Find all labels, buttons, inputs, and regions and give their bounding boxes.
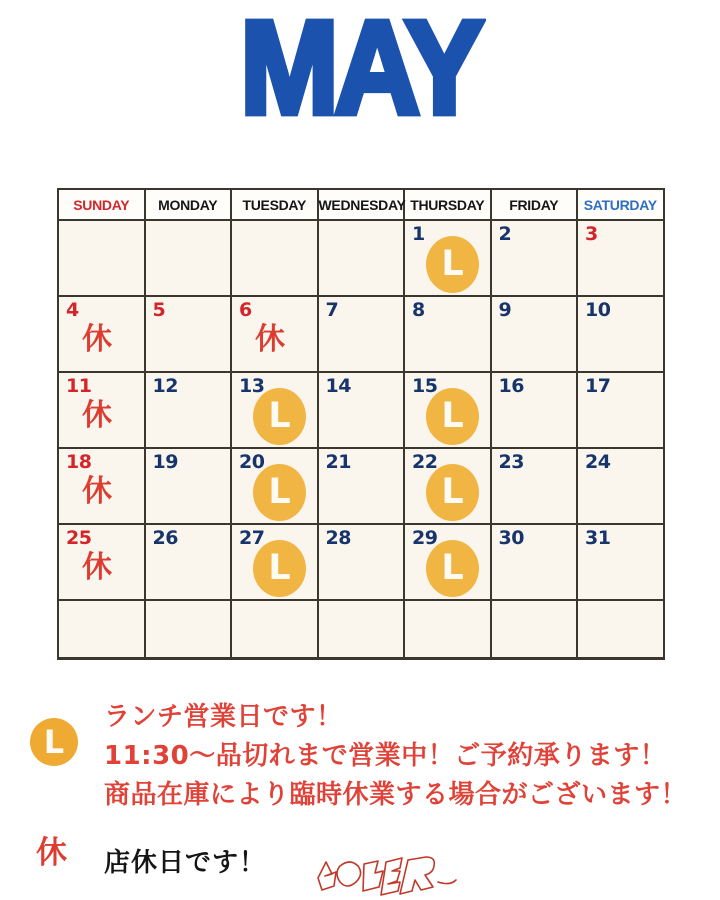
lunch-badge-glyph: L bbox=[441, 396, 464, 436]
calendar-cell-empty bbox=[318, 220, 405, 296]
calendar-cell-4 bbox=[58, 296, 145, 372]
month-title: MAY bbox=[240, 0, 480, 143]
day-number: 10 bbox=[585, 299, 611, 321]
calendar-cell-19 bbox=[145, 448, 232, 524]
calendar-cell-13 bbox=[231, 372, 318, 448]
calendar-cell-empty bbox=[404, 600, 491, 658]
closed-mark: 休 bbox=[255, 321, 285, 357]
day-number: 8 bbox=[412, 299, 425, 321]
day-number: 27 bbox=[239, 527, 265, 549]
closed-mark: 休 bbox=[82, 397, 112, 433]
day-number: 6 bbox=[239, 299, 252, 321]
day-number: 18 bbox=[66, 451, 92, 473]
closed-mark: 休 bbox=[82, 321, 112, 357]
calendar-cell-31 bbox=[577, 524, 664, 600]
lunch-legend-line: 11:30～品切れまで営業中！ご予約承ります！ bbox=[104, 741, 667, 771]
day-number: 17 bbox=[585, 375, 611, 397]
calendar-cell-empty bbox=[145, 220, 232, 296]
calendar-cell-28 bbox=[318, 524, 405, 600]
day-number: 21 bbox=[325, 451, 351, 473]
day-number: 30 bbox=[498, 527, 524, 549]
calendar-cell-empty bbox=[58, 220, 145, 296]
week-row bbox=[58, 372, 664, 448]
lunch-legend-icon-glyph: L bbox=[43, 723, 65, 761]
day-number: 7 bbox=[325, 299, 339, 321]
calendar-cell-24 bbox=[577, 448, 664, 524]
day-number: 11 bbox=[66, 375, 92, 397]
calendar-cell-empty bbox=[231, 600, 318, 658]
calendar-cell-12 bbox=[145, 372, 232, 448]
day-number: 24 bbox=[585, 451, 611, 473]
graffiti-logo-icon bbox=[312, 852, 462, 898]
day-header-wednesday: WEDNESDAY bbox=[318, 189, 405, 220]
calendar-cell-empty bbox=[577, 600, 664, 658]
day-header-monday: MONDAY bbox=[145, 189, 232, 220]
calendar-cell-5 bbox=[145, 296, 232, 372]
day-number: 4 bbox=[66, 299, 79, 321]
lunch-badge-glyph: L bbox=[441, 244, 464, 284]
calendar-cell-18 bbox=[58, 448, 145, 524]
calendar-cell-21 bbox=[318, 448, 405, 524]
calendar-cell-1 bbox=[404, 220, 491, 296]
lunch-badge-glyph: L bbox=[441, 548, 464, 588]
calendar-cell-25 bbox=[58, 524, 145, 600]
calendar-cell-20 bbox=[231, 448, 318, 524]
day-number: 5 bbox=[152, 299, 166, 321]
lunch-badge-glyph: L bbox=[268, 472, 291, 512]
day-number: 31 bbox=[585, 527, 611, 549]
day-header-friday: FRIDAY bbox=[491, 189, 578, 220]
day-number: 29 bbox=[412, 527, 438, 549]
closed-legend-icon: 休 bbox=[36, 835, 67, 871]
week-row bbox=[58, 296, 664, 372]
day-number: 1 bbox=[412, 223, 425, 245]
calendar-cell-15 bbox=[404, 372, 491, 448]
calendar bbox=[57, 188, 665, 660]
day-header-sunday: SUNDAY bbox=[58, 189, 145, 220]
day-number: 16 bbox=[498, 375, 524, 397]
calendar-cell-27 bbox=[231, 524, 318, 600]
lunch-legend-line: 商品在庫により臨時休業する場合がございます！ bbox=[104, 780, 688, 810]
calendar-cell-empty bbox=[318, 600, 405, 658]
day-number: 20 bbox=[239, 451, 265, 473]
week-row bbox=[58, 600, 664, 658]
calendar-cell-23 bbox=[491, 448, 578, 524]
calendar-cell-empty bbox=[231, 220, 318, 296]
lunch-badge-glyph: L bbox=[268, 396, 291, 436]
calendar-cell-10 bbox=[577, 296, 664, 372]
day-number: 15 bbox=[412, 375, 438, 397]
day-number: 19 bbox=[152, 451, 178, 473]
calendar-cell-29 bbox=[404, 524, 491, 600]
calendar-cell-17 bbox=[577, 372, 664, 448]
day-header-saturday: SATURDAY bbox=[577, 189, 664, 220]
week-row bbox=[58, 448, 664, 524]
calendar-cell-16 bbox=[491, 372, 578, 448]
calendar-table bbox=[57, 188, 665, 660]
day-number: 26 bbox=[152, 527, 178, 549]
calendar-cell-8 bbox=[404, 296, 491, 372]
day-number: 3 bbox=[585, 223, 598, 245]
calendar-cell-7 bbox=[318, 296, 405, 372]
calendar-cell-empty bbox=[491, 600, 578, 658]
calendar-cell-6 bbox=[231, 296, 318, 372]
lunch-legend-text bbox=[104, 698, 704, 815]
lunch-badge-glyph: L bbox=[268, 548, 291, 588]
calendar-cell-11 bbox=[58, 372, 145, 448]
calendar-header-row bbox=[58, 189, 664, 220]
day-number: 22 bbox=[412, 451, 438, 473]
day-number: 13 bbox=[239, 375, 265, 397]
closed-mark: 休 bbox=[82, 549, 112, 585]
calendar-cell-empty bbox=[58, 600, 145, 658]
week-row bbox=[58, 524, 664, 600]
calendar-cell-26 bbox=[145, 524, 232, 600]
lunch-legend-icon bbox=[30, 718, 78, 766]
day-number: 9 bbox=[498, 299, 512, 321]
lunch-badge-glyph: L bbox=[441, 472, 464, 512]
calendar-cell-30 bbox=[491, 524, 578, 600]
calendar-cell-empty bbox=[145, 600, 232, 658]
day-number: 12 bbox=[152, 375, 178, 397]
closed-legend-text: 店休日です！ bbox=[104, 848, 267, 878]
day-number: 14 bbox=[325, 375, 351, 397]
day-header-tuesday: TUESDAY bbox=[231, 189, 318, 220]
calendar-cell-2 bbox=[491, 220, 578, 296]
calendar-cell-22 bbox=[404, 448, 491, 524]
day-number: 2 bbox=[498, 223, 512, 245]
day-number: 25 bbox=[66, 527, 92, 549]
day-header-thursday: THURSDAY bbox=[404, 189, 491, 220]
day-number: 23 bbox=[498, 451, 524, 473]
calendar-cell-3 bbox=[577, 220, 664, 296]
calendar-cell-9 bbox=[491, 296, 578, 372]
day-number: 28 bbox=[325, 527, 351, 549]
calendar-cell-14 bbox=[318, 372, 405, 448]
week-row bbox=[58, 220, 664, 296]
closed-mark: 休 bbox=[82, 473, 112, 509]
lunch-legend-line: ランチ営業日です！ bbox=[104, 702, 343, 732]
